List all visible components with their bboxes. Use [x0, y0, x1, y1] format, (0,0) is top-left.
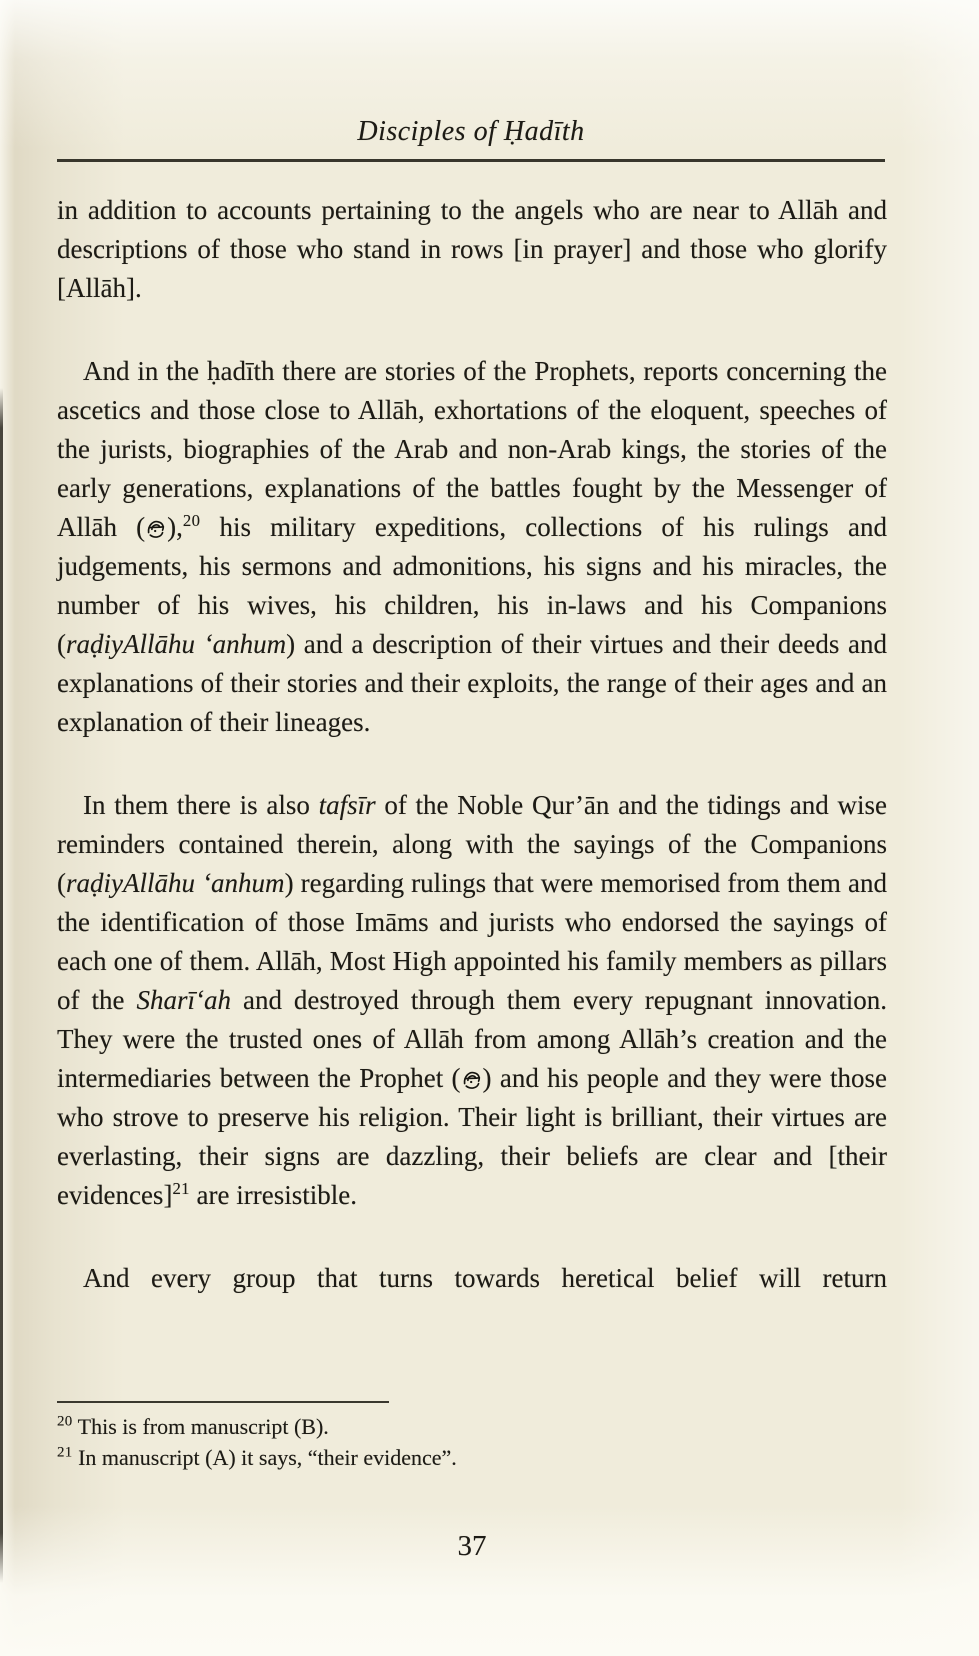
page-header — [57, 116, 885, 148]
footnote-item — [57, 1411, 887, 1442]
header-rule — [57, 159, 885, 162]
footnote-text: This is from manuscript (B). — [77, 1414, 329, 1439]
body-text — [57, 191, 887, 1298]
footnote-marker: 20 — [57, 1413, 73, 1430]
footnote-marker: 21 — [57, 1444, 73, 1461]
footnote-separator — [57, 1401, 389, 1403]
paragraph: And every group that turns towards heretical belief will return — [83, 1263, 887, 1293]
paragraph: in addition to accounts pertaining to the angels who are near to Allāh and descriptions of those who stand in rows [in prayer] and those who glorify [Allāh]. — [57, 195, 887, 303]
prophet-honorific-icon — [461, 1068, 483, 1091]
paragraph: And in the ḥadīth there are stories of the Prophets, reports concerning the ascetics and those close to Allāh, exhortations of the eloquent, speeches of the jurists, biographies of the Arab and non-Arab kings, the stories of the early generations, explanations of the battles fought by the Messenger of Allāh ( ),$^{20}$ his military expeditions, collections of his rulings and judgements, his sermons and admonitions, his signs and his miracles, the number of his wives, his children, his in-laws and his Companions (raḍiyAllāhu ‘anhum) and a description of their virtues and their deeds and explanations of their stories and their exploits, the range of their ages and an explanation of their lineages. — [57, 356, 887, 737]
footnote-text: In manuscript (A) it says, “their evidence”. — [78, 1445, 457, 1470]
page-number: 37 — [457, 1530, 487, 1562]
footnotes — [57, 1411, 887, 1473]
binding-edge-shadow — [0, 388, 3, 1583]
footnote-item — [57, 1442, 887, 1473]
paragraph: In them there is also tafsīr of the Noble Qur’ān and the tidings and wise reminders contained therein, along with the sayings of the Companions (raḍiyAllāhu ‘anhum) regarding rulings that were memorised from them and the identification of those Imāms and jurists who endorsed the sayings of each one of them. Allāh, Most High appointed his family members as pillars of the Sharī‘ah and destroyed through them every repugnant innovation. They were the trusted ones of Allāh from among Allāh’s creation and the intermediaries between the Prophet ( ) and his people and they were those who strove to preserve his religion. Their light is brilliant, their virtues are everlasting, their signs are dazzling, their beliefs are clear and [their evidences]$^{21}$ are irresistible. — [57, 790, 887, 1210]
prophet-honorific-icon — [145, 517, 167, 540]
running-head-title: Disciples of Ḥadīth — [357, 116, 585, 147]
